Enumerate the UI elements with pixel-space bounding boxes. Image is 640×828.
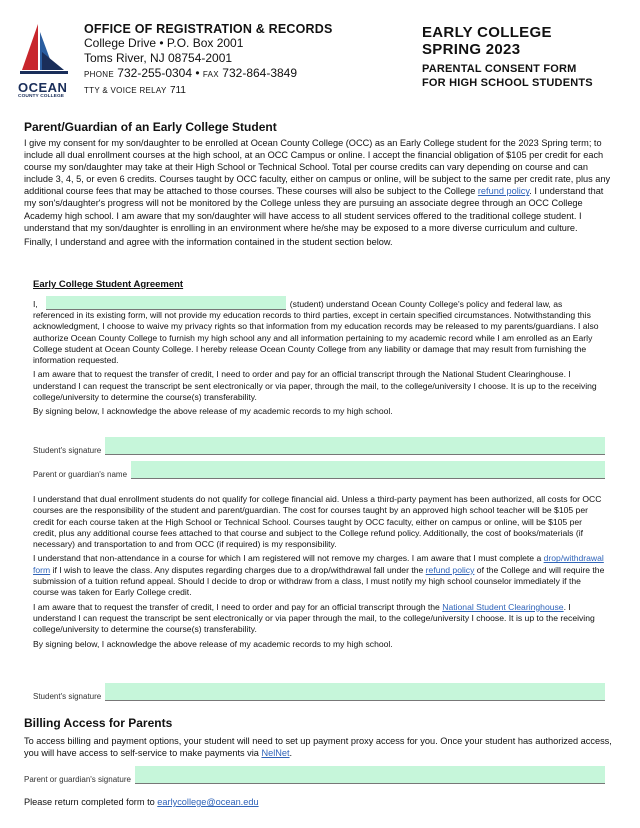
footer — [24, 796, 616, 808]
billing-heading: Billing Access for Parents — [24, 716, 173, 730]
office-phone-line: PHONE 732-255-0304 • FAX 732-864-3849 — [84, 66, 298, 80]
form-title-line3: PARENTAL CONSENT FORM — [422, 63, 577, 75]
sail-logo-icon — [18, 22, 76, 78]
nelnet-link[interactable]: NelNet — [261, 748, 290, 759]
acknowledge-paragraph-2: By signing below, I acknowledge the above release of my academic records to my high school. — [33, 638, 393, 649]
parent-name-row — [33, 461, 605, 479]
early-college-email-link[interactable]: earlycollege@ocean.edu — [157, 797, 259, 807]
tty-number: 711 — [169, 85, 186, 96]
footer-text: Please return completed form to — [24, 797, 155, 807]
financial-section — [33, 494, 607, 650]
form-title — [422, 24, 632, 90]
parent-section-heading: Parent/Guardian of an Early College Student — [24, 120, 277, 134]
phone-label: PHONE — [84, 70, 114, 79]
office-title: OFFICE OF REGISTRATION & RECORDS — [84, 22, 333, 36]
billing-paragraph: To access billing and payment options, your student will need to set up payment proxy access for you. Once your student has authorized access, you will have access to self-service to make payments via NelNet. — [24, 736, 612, 759]
student-signature-label: Student's signature — [33, 446, 102, 455]
student-signature-input-2[interactable] — [105, 683, 605, 701]
student-signature-label-2: Student's signature — [33, 692, 102, 701]
office-address-line2: Toms River, NJ 08754-2001 — [84, 51, 233, 65]
drop-withdrawal-form-link[interactable]: drop/withdrawal form — [33, 553, 604, 575]
refund-policy-link[interactable]: refund policy — [477, 186, 530, 197]
logo-subtitle: COUNTY COLLEGE — [18, 94, 65, 99]
national-student-clearinghouse-link[interactable]: National Student Clearinghouse — [442, 601, 564, 612]
transcript-paragraph-2: I am aware that to request the transfer of credit, I need to order and pay for an official transcript through the National Student Clearinghouse. I understand I can request the transcript be sent electronically or via paper through the mail, to the college/university I choose. It is up to the receiving college/university to determine the course(s) transferability. — [33, 601, 595, 635]
parent-signature-label: Parent or guardian's signature — [24, 775, 131, 784]
office-address-line1: College Drive • P.O. Box 2001 — [84, 36, 244, 50]
fax-number: 732-864-3849 — [222, 66, 298, 80]
acknowledge-paragraph: By signing below, I acknowledge the above release of my academic records to my high school. — [33, 406, 393, 417]
student-signature-row — [33, 437, 605, 455]
ocean-county-college-logo — [18, 22, 76, 99]
office-header — [84, 22, 384, 98]
billing-section — [24, 716, 616, 759]
parent-agree-paragraph: Finally, I understand and agree with the information contained in the student section below. — [24, 236, 393, 247]
student-release-paragraph: I, (student) understand Ocean County College's policy and federal law, as referenced in its existing form, will not provide my education records to third parties, except in certain specified circumstances. Notwithstanding this acknowledgment, I choose to waive my privacy rights so that information from my education records may be released to my parents/guardians. I also authorize Ocean County College to furnish my high school any and all information pertaining to my academic record while I am enrolled as an Early College student at Ocean County College. I hereby release Ocean County College from any liability or damage that may result from furnishing the information requested. — [33, 296, 607, 366]
form-title-line4: FOR HIGH SCHOOL STUDENTS — [422, 77, 593, 89]
student-name-input[interactable] — [46, 296, 286, 310]
non-attendance-paragraph: I understand that non-attendance in a course for which I am registered will not remove my charges. I am aware that I must complete a drop/withdrawal form if I wish to leave the class. Any disputes regarding charges due to a drop/withdrawal fall under the refund policy of the College and will require the submission of a tuition refund appeal. Should I decide to drop or withdraw from a class, I must notify my high school counselor immediately if the course was taken for Early College credit. — [33, 553, 605, 598]
financial-aid-paragraph: I understand that dual enrollment students do not qualify for college financial aid. Unless a third-party payment has been authorized, all costs for OCC courses are the responsibility of the student and parent/guardian. The cost for courses taught by an approved high school teacher will be $105 per credit for each course taken at the High School or Technical School. Courses taught by OCC faculty, either on campus or online, will be $105 per credit, plus any additional course fees attached to that course and subject to the College refund policy. Additionally, the cost of books/materials (if necessary) and transportation to and from OCC (if required) is my responsibility. — [33, 494, 602, 550]
phone-number: 732-255-0304 — [117, 66, 193, 80]
parent-name-label: Parent or guardian's name — [33, 470, 128, 479]
parent-signature-input[interactable] — [135, 766, 605, 784]
form-title-line1: EARLY COLLEGE — [422, 24, 552, 41]
parent-section — [24, 120, 616, 248]
office-tty-line — [84, 82, 384, 98]
student-signature-row-2 — [33, 683, 605, 701]
tty-label: TTY & VOICE RELAY — [84, 86, 167, 95]
parent-consent-paragraph: I give my consent for my son/daughter to be enrolled at Ocean County College (OCC) as an Early College student for the 2023 Spring term; to include all dual enrollment courses at the high school, at an OCC Campus or online. I accept the financial obligation of $105 per credit for each course my son/daughter may take at their High School or Technical School. Total per course credits can vary depending on course and can include 3, 4, 5, or even 6 credits. Courses taught by OCC faculty, either on campus or online, will be subject to the same per credit rate, plus any additional course fees that may be attached to those courses. These courses will also be subject to the College refund policy. I understand that my son's/daughter's progress will not be monitored by the College unless they are pursuing an associate degree through an OCC College Academy high school. I am aware that my son/daughter will have access to all student services offered to the traditional college student. I understand that my son/daughter is enrolling in an environment where he/she may be exposed to a more diverse curriculum and culture. — [24, 138, 611, 233]
transcript-paragraph: I am aware that to request the transfer of credit, I need to order and pay for an official transcript through the National Student Clearinghouse. I understand I can request the transcript be sent electronically or via paper, through the mail, to the college/university I choose. It is up to the receiving college/university to determine the course(s) transferability. — [33, 369, 597, 403]
student-agreement-heading: Early College Student Agreement — [33, 279, 184, 290]
fax-label: FAX — [202, 70, 219, 79]
form-title-line2: SPRING 2023 — [422, 41, 521, 58]
parent-signature-row — [24, 766, 605, 784]
refund-policy-link-2[interactable]: refund policy — [425, 564, 475, 575]
logo-name: OCEAN — [18, 80, 68, 95]
student-agreement-section — [33, 279, 607, 418]
parent-name-input[interactable] — [131, 461, 605, 479]
student-signature-input[interactable] — [105, 437, 605, 455]
